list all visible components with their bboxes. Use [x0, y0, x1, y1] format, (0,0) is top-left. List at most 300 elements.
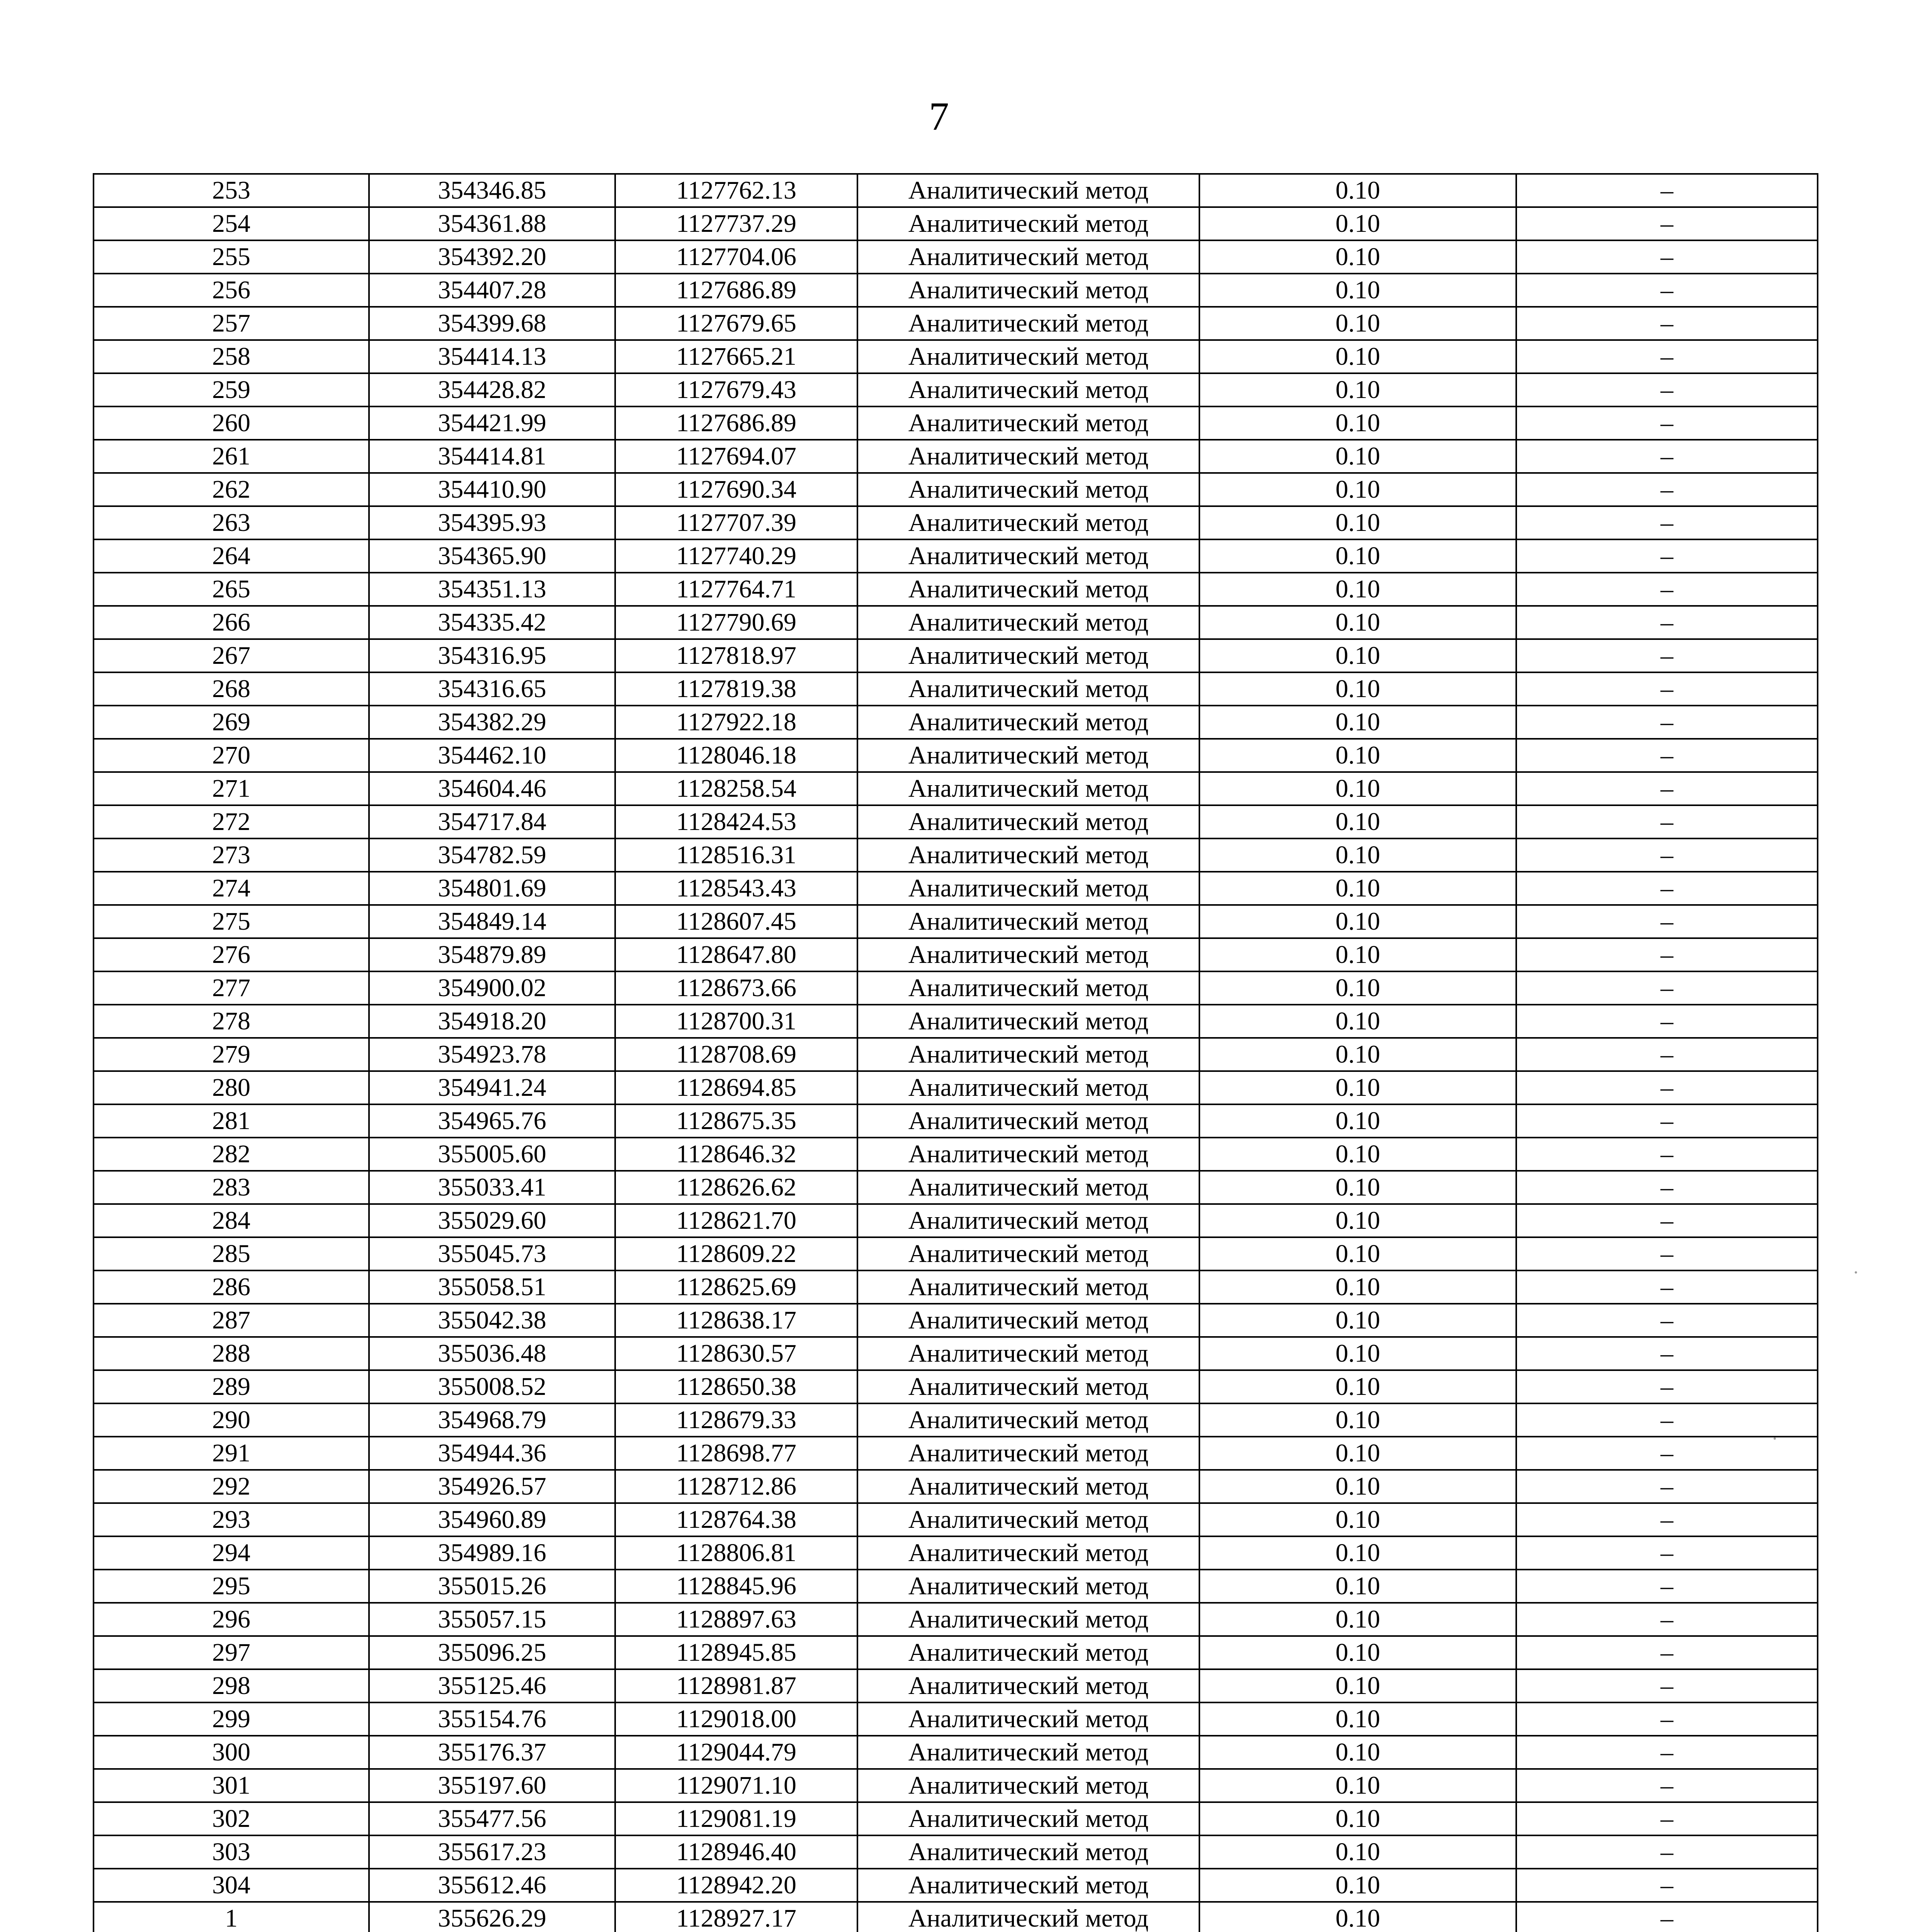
table-row: [94, 506, 1818, 539]
table-row: [94, 872, 1818, 905]
table-row: [94, 1669, 1818, 1702]
method-cell: Аналитический метод: [857, 1071, 1199, 1104]
point-number-cell: 299: [94, 1702, 369, 1736]
x-coordinate-cell: 354414.13: [369, 340, 615, 373]
x-coordinate-cell: 354941.24: [369, 1071, 615, 1104]
point-number-cell: 293: [94, 1503, 369, 1536]
table-row: [94, 772, 1818, 805]
table-row: [94, 1270, 1818, 1304]
table-row: [94, 1702, 1818, 1736]
x-coordinate-cell: 354316.65: [369, 672, 615, 706]
error-cell: 0.10: [1199, 805, 1516, 838]
method-cell: Аналитический метод: [857, 539, 1199, 573]
method-cell: Аналитический метод: [857, 872, 1199, 905]
point-number-cell: 302: [94, 1802, 369, 1835]
x-coordinate-cell: 354382.29: [369, 706, 615, 739]
point-number-cell: 262: [94, 473, 369, 506]
point-number-cell: 273: [94, 838, 369, 872]
point-number-cell: 255: [94, 240, 369, 274]
description-cell: –: [1516, 1270, 1818, 1304]
table-row: [94, 340, 1818, 373]
error-cell: 0.10: [1199, 639, 1516, 672]
table-row: [94, 207, 1818, 240]
x-coordinate-cell: 355612.46: [369, 1869, 615, 1902]
description-cell: –: [1516, 1536, 1818, 1570]
method-cell: Аналитический метод: [857, 1702, 1199, 1736]
y-coordinate-cell: 1127762.13: [615, 174, 857, 207]
method-cell: Аналитический метод: [857, 240, 1199, 274]
method-cell: Аналитический метод: [857, 1669, 1199, 1702]
description-cell: –: [1516, 1470, 1818, 1503]
method-cell: Аналитический метод: [857, 1104, 1199, 1138]
boundary-points-body: [94, 174, 1818, 1932]
y-coordinate-cell: 1128516.31: [615, 838, 857, 872]
y-coordinate-cell: 1128806.81: [615, 1536, 857, 1570]
error-cell: 0.10: [1199, 1802, 1516, 1835]
boundary-points-table: [93, 173, 1818, 1932]
point-number-cell: 303: [94, 1835, 369, 1869]
method-cell: Аналитический метод: [857, 1769, 1199, 1802]
point-number-cell: 268: [94, 672, 369, 706]
table-row: [94, 1403, 1818, 1437]
table-row: [94, 1337, 1818, 1370]
method-cell: Аналитический метод: [857, 1171, 1199, 1204]
error-cell: 0.10: [1199, 573, 1516, 606]
method-cell: Аналитический метод: [857, 672, 1199, 706]
description-cell: –: [1516, 1171, 1818, 1204]
description-cell: –: [1516, 1636, 1818, 1669]
error-cell: 0.10: [1199, 1570, 1516, 1603]
x-coordinate-cell: 354399.68: [369, 307, 615, 340]
y-coordinate-cell: 1128845.96: [615, 1570, 857, 1603]
table-row: [94, 1835, 1818, 1869]
table-row: [94, 240, 1818, 274]
point-number-cell: 254: [94, 207, 369, 240]
error-cell: 0.10: [1199, 240, 1516, 274]
x-coordinate-cell: 355057.15: [369, 1603, 615, 1636]
x-coordinate-cell: 354351.13: [369, 573, 615, 606]
page-number: 7: [929, 94, 949, 139]
error-cell: 0.10: [1199, 1603, 1516, 1636]
y-coordinate-cell: 1127737.29: [615, 207, 857, 240]
table-row: [94, 1636, 1818, 1669]
point-number-cell: 289: [94, 1370, 369, 1403]
error-cell: 0.10: [1199, 274, 1516, 307]
table-row: [94, 672, 1818, 706]
error-cell: 0.10: [1199, 440, 1516, 473]
scan-speck: [1774, 1437, 1776, 1440]
table-row: [94, 274, 1818, 307]
description-cell: –: [1516, 1736, 1818, 1769]
y-coordinate-cell: 1128981.87: [615, 1669, 857, 1702]
method-cell: Аналитический метод: [857, 805, 1199, 838]
table-row: [94, 573, 1818, 606]
error-cell: 0.10: [1199, 340, 1516, 373]
error-cell: 0.10: [1199, 1437, 1516, 1470]
table-row: [94, 706, 1818, 739]
description-cell: –: [1516, 1869, 1818, 1902]
error-cell: 0.10: [1199, 1835, 1516, 1869]
point-number-cell: 277: [94, 971, 369, 1005]
point-number-cell: 267: [94, 639, 369, 672]
error-cell: 0.10: [1199, 1869, 1516, 1902]
error-cell: 0.10: [1199, 672, 1516, 706]
table-row: [94, 1503, 1818, 1536]
point-number-cell: 301: [94, 1769, 369, 1802]
x-coordinate-cell: 354968.79: [369, 1403, 615, 1437]
description-cell: –: [1516, 506, 1818, 539]
method-cell: Аналитический метод: [857, 1237, 1199, 1270]
y-coordinate-cell: 1128258.54: [615, 772, 857, 805]
description-cell: –: [1516, 240, 1818, 274]
point-number-cell: 266: [94, 606, 369, 639]
table-row: [94, 373, 1818, 406]
y-coordinate-cell: 1128621.70: [615, 1204, 857, 1237]
description-cell: –: [1516, 1669, 1818, 1702]
y-coordinate-cell: 1128626.62: [615, 1171, 857, 1204]
error-cell: 0.10: [1199, 1536, 1516, 1570]
method-cell: Аналитический метод: [857, 406, 1199, 440]
x-coordinate-cell: 354410.90: [369, 473, 615, 506]
y-coordinate-cell: 1127790.69: [615, 606, 857, 639]
x-coordinate-cell: 354604.46: [369, 772, 615, 805]
method-cell: Аналитический метод: [857, 1270, 1199, 1304]
point-number-cell: 295: [94, 1570, 369, 1603]
method-cell: Аналитический метод: [857, 1902, 1199, 1932]
x-coordinate-cell: 354918.20: [369, 1005, 615, 1038]
method-cell: Аналитический метод: [857, 340, 1199, 373]
method-cell: Аналитический метод: [857, 1503, 1199, 1536]
table-row: [94, 1304, 1818, 1337]
description-cell: –: [1516, 1603, 1818, 1636]
error-cell: 0.10: [1199, 1503, 1516, 1536]
description-cell: –: [1516, 872, 1818, 905]
point-number-cell: 258: [94, 340, 369, 373]
error-cell: 0.10: [1199, 174, 1516, 207]
x-coordinate-cell: 354960.89: [369, 1503, 615, 1536]
error-cell: 0.10: [1199, 739, 1516, 772]
error-cell: 0.10: [1199, 307, 1516, 340]
x-coordinate-cell: 354717.84: [369, 805, 615, 838]
method-cell: Аналитический метод: [857, 1370, 1199, 1403]
error-cell: 0.10: [1199, 506, 1516, 539]
table-row: [94, 440, 1818, 473]
y-coordinate-cell: 1127679.65: [615, 307, 857, 340]
x-coordinate-cell: 355042.38: [369, 1304, 615, 1337]
table-row: [94, 805, 1818, 838]
x-coordinate-cell: 355058.51: [369, 1270, 615, 1304]
method-cell: Аналитический метод: [857, 274, 1199, 307]
error-cell: 0.10: [1199, 1204, 1516, 1237]
description-cell: –: [1516, 1071, 1818, 1104]
x-coordinate-cell: 354849.14: [369, 905, 615, 938]
description-cell: –: [1516, 373, 1818, 406]
description-cell: –: [1516, 838, 1818, 872]
y-coordinate-cell: 1128708.69: [615, 1038, 857, 1071]
method-cell: Аналитический метод: [857, 1005, 1199, 1038]
y-coordinate-cell: 1128675.35: [615, 1104, 857, 1138]
method-cell: Аналитический метод: [857, 1736, 1199, 1769]
method-cell: Аналитический метод: [857, 1869, 1199, 1902]
point-number-cell: 269: [94, 706, 369, 739]
table-row: [94, 539, 1818, 573]
error-cell: 0.10: [1199, 1005, 1516, 1038]
x-coordinate-cell: 354900.02: [369, 971, 615, 1005]
x-coordinate-cell: 355197.60: [369, 1769, 615, 1802]
x-coordinate-cell: 354392.20: [369, 240, 615, 274]
point-number-cell: 263: [94, 506, 369, 539]
y-coordinate-cell: 1127686.89: [615, 274, 857, 307]
description-cell: –: [1516, 274, 1818, 307]
method-cell: Аналитический метод: [857, 1337, 1199, 1370]
error-cell: 0.10: [1199, 373, 1516, 406]
error-cell: 0.10: [1199, 1669, 1516, 1702]
y-coordinate-cell: 1128647.80: [615, 938, 857, 971]
y-coordinate-cell: 1128650.38: [615, 1370, 857, 1403]
point-number-cell: 256: [94, 274, 369, 307]
table-row: [94, 1038, 1818, 1071]
table-row: [94, 606, 1818, 639]
method-cell: Аналитический метод: [857, 207, 1199, 240]
description-cell: –: [1516, 1237, 1818, 1270]
point-number-cell: 281: [94, 1104, 369, 1138]
x-coordinate-cell: 355154.76: [369, 1702, 615, 1736]
y-coordinate-cell: 1129071.10: [615, 1769, 857, 1802]
table-row: [94, 1171, 1818, 1204]
point-number-cell: 264: [94, 539, 369, 573]
y-coordinate-cell: 1128424.53: [615, 805, 857, 838]
method-cell: Аналитический метод: [857, 573, 1199, 606]
description-cell: –: [1516, 1769, 1818, 1802]
table-row: [94, 1437, 1818, 1470]
point-number-cell: 283: [94, 1171, 369, 1204]
y-coordinate-cell: 1128630.57: [615, 1337, 857, 1370]
x-coordinate-cell: 354316.95: [369, 639, 615, 672]
y-coordinate-cell: 1127694.07: [615, 440, 857, 473]
y-coordinate-cell: 1127686.89: [615, 406, 857, 440]
point-number-cell: 300: [94, 1736, 369, 1769]
point-number-cell: 287: [94, 1304, 369, 1337]
y-coordinate-cell: 1128646.32: [615, 1138, 857, 1171]
x-coordinate-cell: 355008.52: [369, 1370, 615, 1403]
point-number-cell: 260: [94, 406, 369, 440]
table-row: [94, 1802, 1818, 1835]
x-coordinate-cell: 355096.25: [369, 1636, 615, 1669]
method-cell: Аналитический метод: [857, 1304, 1199, 1337]
method-cell: Аналитический метод: [857, 1636, 1199, 1669]
point-number-cell: 274: [94, 872, 369, 905]
x-coordinate-cell: 354421.99: [369, 406, 615, 440]
table-row: [94, 1005, 1818, 1038]
x-coordinate-cell: 354361.88: [369, 207, 615, 240]
y-coordinate-cell: 1128764.38: [615, 1503, 857, 1536]
error-cell: 0.10: [1199, 1304, 1516, 1337]
method-cell: Аналитический метод: [857, 971, 1199, 1005]
description-cell: –: [1516, 1835, 1818, 1869]
method-cell: Аналитический метод: [857, 606, 1199, 639]
x-coordinate-cell: 355033.41: [369, 1171, 615, 1204]
point-number-cell: 282: [94, 1138, 369, 1171]
description-cell: –: [1516, 1702, 1818, 1736]
description-cell: –: [1516, 772, 1818, 805]
table-row: [94, 838, 1818, 872]
table-row: [94, 1902, 1818, 1932]
y-coordinate-cell: 1129081.19: [615, 1802, 857, 1835]
table-row: [94, 406, 1818, 440]
method-cell: Аналитический метод: [857, 905, 1199, 938]
error-cell: 0.10: [1199, 473, 1516, 506]
x-coordinate-cell: 354346.85: [369, 174, 615, 207]
method-cell: Аналитический метод: [857, 1470, 1199, 1503]
description-cell: –: [1516, 1403, 1818, 1437]
table-row: [94, 1769, 1818, 1802]
point-number-cell: 271: [94, 772, 369, 805]
description-cell: –: [1516, 1503, 1818, 1536]
error-cell: 0.10: [1199, 207, 1516, 240]
y-coordinate-cell: 1129018.00: [615, 1702, 857, 1736]
x-coordinate-cell: 354782.59: [369, 838, 615, 872]
point-number-cell: 265: [94, 573, 369, 606]
method-cell: Аналитический метод: [857, 473, 1199, 506]
point-number-cell: 297: [94, 1636, 369, 1669]
description-cell: –: [1516, 938, 1818, 971]
error-cell: 0.10: [1199, 1403, 1516, 1437]
x-coordinate-cell: 354989.16: [369, 1536, 615, 1570]
error-cell: 0.10: [1199, 1470, 1516, 1503]
error-cell: 0.10: [1199, 1171, 1516, 1204]
method-cell: Аналитический метод: [857, 440, 1199, 473]
y-coordinate-cell: 1128942.20: [615, 1869, 857, 1902]
table-row: [94, 1204, 1818, 1237]
x-coordinate-cell: 354335.42: [369, 606, 615, 639]
table-row: [94, 639, 1818, 672]
error-cell: 0.10: [1199, 1138, 1516, 1171]
point-number-cell: 259: [94, 373, 369, 406]
error-cell: 0.10: [1199, 971, 1516, 1005]
point-number-cell: 257: [94, 307, 369, 340]
description-cell: –: [1516, 440, 1818, 473]
table-row: [94, 1603, 1818, 1636]
method-cell: Аналитический метод: [857, 1536, 1199, 1570]
x-coordinate-cell: 355176.37: [369, 1736, 615, 1769]
description-cell: –: [1516, 739, 1818, 772]
y-coordinate-cell: 1127679.43: [615, 373, 857, 406]
method-cell: Аналитический метод: [857, 639, 1199, 672]
scan-speck: [1855, 1271, 1857, 1274]
y-coordinate-cell: 1128698.77: [615, 1437, 857, 1470]
point-number-cell: 286: [94, 1270, 369, 1304]
y-coordinate-cell: 1128679.33: [615, 1403, 857, 1437]
table-row: [94, 1536, 1818, 1570]
error-cell: 0.10: [1199, 1736, 1516, 1769]
x-coordinate-cell: 355626.29: [369, 1902, 615, 1932]
description-cell: –: [1516, 1337, 1818, 1370]
x-coordinate-cell: 354395.93: [369, 506, 615, 539]
y-coordinate-cell: 1127922.18: [615, 706, 857, 739]
x-coordinate-cell: 355005.60: [369, 1138, 615, 1171]
method-cell: Аналитический метод: [857, 838, 1199, 872]
point-number-cell: 304: [94, 1869, 369, 1902]
x-coordinate-cell: 354801.69: [369, 872, 615, 905]
error-cell: 0.10: [1199, 1270, 1516, 1304]
error-cell: 0.10: [1199, 1237, 1516, 1270]
method-cell: Аналитический метод: [857, 1570, 1199, 1603]
method-cell: Аналитический метод: [857, 506, 1199, 539]
point-number-cell: 290: [94, 1403, 369, 1437]
method-cell: Аналитический метод: [857, 307, 1199, 340]
y-coordinate-cell: 1128897.63: [615, 1603, 857, 1636]
point-number-cell: 280: [94, 1071, 369, 1104]
method-cell: Аналитический метод: [857, 1437, 1199, 1470]
method-cell: Аналитический метод: [857, 938, 1199, 971]
y-coordinate-cell: 1127704.06: [615, 240, 857, 274]
error-cell: 0.10: [1199, 1038, 1516, 1071]
error-cell: 0.10: [1199, 772, 1516, 805]
point-number-cell: 278: [94, 1005, 369, 1038]
y-coordinate-cell: 1127819.38: [615, 672, 857, 706]
description-cell: –: [1516, 971, 1818, 1005]
y-coordinate-cell: 1129044.79: [615, 1736, 857, 1769]
description-cell: –: [1516, 307, 1818, 340]
error-cell: 0.10: [1199, 838, 1516, 872]
y-coordinate-cell: 1128694.85: [615, 1071, 857, 1104]
x-coordinate-cell: 354965.76: [369, 1104, 615, 1138]
table-row: [94, 1370, 1818, 1403]
y-coordinate-cell: 1128607.45: [615, 905, 857, 938]
method-cell: Аналитический метод: [857, 1403, 1199, 1437]
method-cell: Аналитический метод: [857, 1138, 1199, 1171]
y-coordinate-cell: 1127818.97: [615, 639, 857, 672]
x-coordinate-cell: 355015.26: [369, 1570, 615, 1603]
method-cell: Аналитический метод: [857, 1835, 1199, 1869]
description-cell: –: [1516, 406, 1818, 440]
x-coordinate-cell: 354414.81: [369, 440, 615, 473]
description-cell: –: [1516, 539, 1818, 573]
table-row: [94, 1470, 1818, 1503]
error-cell: 0.10: [1199, 706, 1516, 739]
x-coordinate-cell: 355617.23: [369, 1835, 615, 1869]
error-cell: 0.10: [1199, 1636, 1516, 1669]
method-cell: Аналитический метод: [857, 174, 1199, 207]
description-cell: –: [1516, 805, 1818, 838]
table-row: [94, 1869, 1818, 1902]
y-coordinate-cell: 1128625.69: [615, 1270, 857, 1304]
description-cell: –: [1516, 905, 1818, 938]
y-coordinate-cell: 1128945.85: [615, 1636, 857, 1669]
x-coordinate-cell: 354462.10: [369, 739, 615, 772]
y-coordinate-cell: 1128712.86: [615, 1470, 857, 1503]
description-cell: –: [1516, 639, 1818, 672]
y-coordinate-cell: 1128673.66: [615, 971, 857, 1005]
description-cell: –: [1516, 473, 1818, 506]
table-row: [94, 938, 1818, 971]
x-coordinate-cell: 354365.90: [369, 539, 615, 573]
error-cell: 0.10: [1199, 1902, 1516, 1932]
table-row: [94, 1736, 1818, 1769]
description-cell: –: [1516, 1304, 1818, 1337]
table-row: [94, 1570, 1818, 1603]
error-cell: 0.10: [1199, 406, 1516, 440]
method-cell: Аналитический метод: [857, 1038, 1199, 1071]
error-cell: 0.10: [1199, 1769, 1516, 1802]
x-coordinate-cell: 354407.28: [369, 274, 615, 307]
y-coordinate-cell: 1127665.21: [615, 340, 857, 373]
point-number-cell: 292: [94, 1470, 369, 1503]
table-row: [94, 1138, 1818, 1171]
description-cell: –: [1516, 1104, 1818, 1138]
description-cell: –: [1516, 573, 1818, 606]
point-number-cell: 294: [94, 1536, 369, 1570]
